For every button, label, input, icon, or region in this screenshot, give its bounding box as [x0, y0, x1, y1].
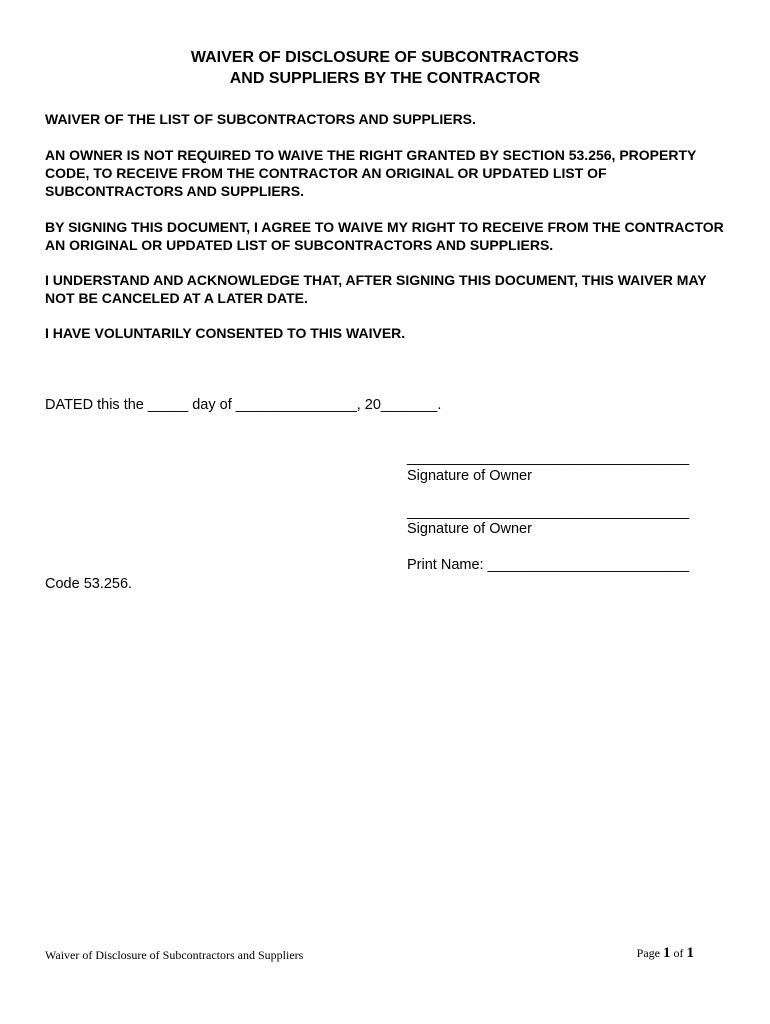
document-title: [0, 47, 770, 89]
page-word: Page: [636, 946, 663, 960]
signature-label-1: Signature of Owner: [407, 468, 532, 484]
signature-line-1: ___________________________________: [407, 450, 690, 466]
signature-label-2: Signature of Owner: [407, 521, 532, 537]
print-name-line: Print Name: _________________________: [407, 557, 690, 573]
title-line-1: WAIVER OF DISCLOSURE OF SUBCONTRACTORS: [190, 49, 580, 66]
code-reference: Code 53.256.: [45, 576, 133, 592]
paragraph-voluntary-consent: I HAVE VOLUNTARILY CONSENTED TO THIS WAIVER.: [45, 325, 406, 341]
paragraph-agree-to-waive: BY SIGNING THIS DOCUMENT, I AGREE TO WAIVE MY RIGHT TO RECEIVE FROM THE CONTRACTOR AN ORIGINAL OR UPDATED LIST OF SUBCONTRACTORS AND SUPPLIERS.: [45, 219, 724, 253]
paragraph-owner-not-required: AN OWNER IS NOT REQUIRED TO WAIVE THE RIGHT GRANTED BY SECTION 53.256, PROPERTY CODE, TO RECEIVE FROM THE CONTRACTOR AN ORIGINAL OR UPDATED LIST OF SUBCONTRACTORS AND SUPPLIERS.: [45, 147, 697, 199]
waiver-heading: WAIVER OF THE LIST OF SUBCONTRACTORS AND SUPPLIERS.: [45, 111, 476, 127]
signature-line-2: ___________________________________: [407, 504, 690, 520]
total-pages: 1: [686, 945, 694, 961]
paragraph-acknowledge: I UNDERSTAND AND ACKNOWLEDGE THAT, AFTER SIGNING THIS DOCUMENT, THIS WAIVER MAY NOT BE CANCELED AT A LATER DATE.: [45, 272, 707, 306]
title-line-2: AND SUPPLIERS BY THE CONTRACTOR: [229, 70, 541, 87]
footer-document-title: Waiver of Disclosure of Subcontractors and Suppliers: [45, 948, 304, 962]
footer-page-number: [637, 945, 694, 962]
current-page: 1: [663, 945, 671, 961]
dated-line: DATED this the _____ day of _______________, 20_______.: [45, 397, 442, 413]
of-word: of: [670, 946, 687, 960]
